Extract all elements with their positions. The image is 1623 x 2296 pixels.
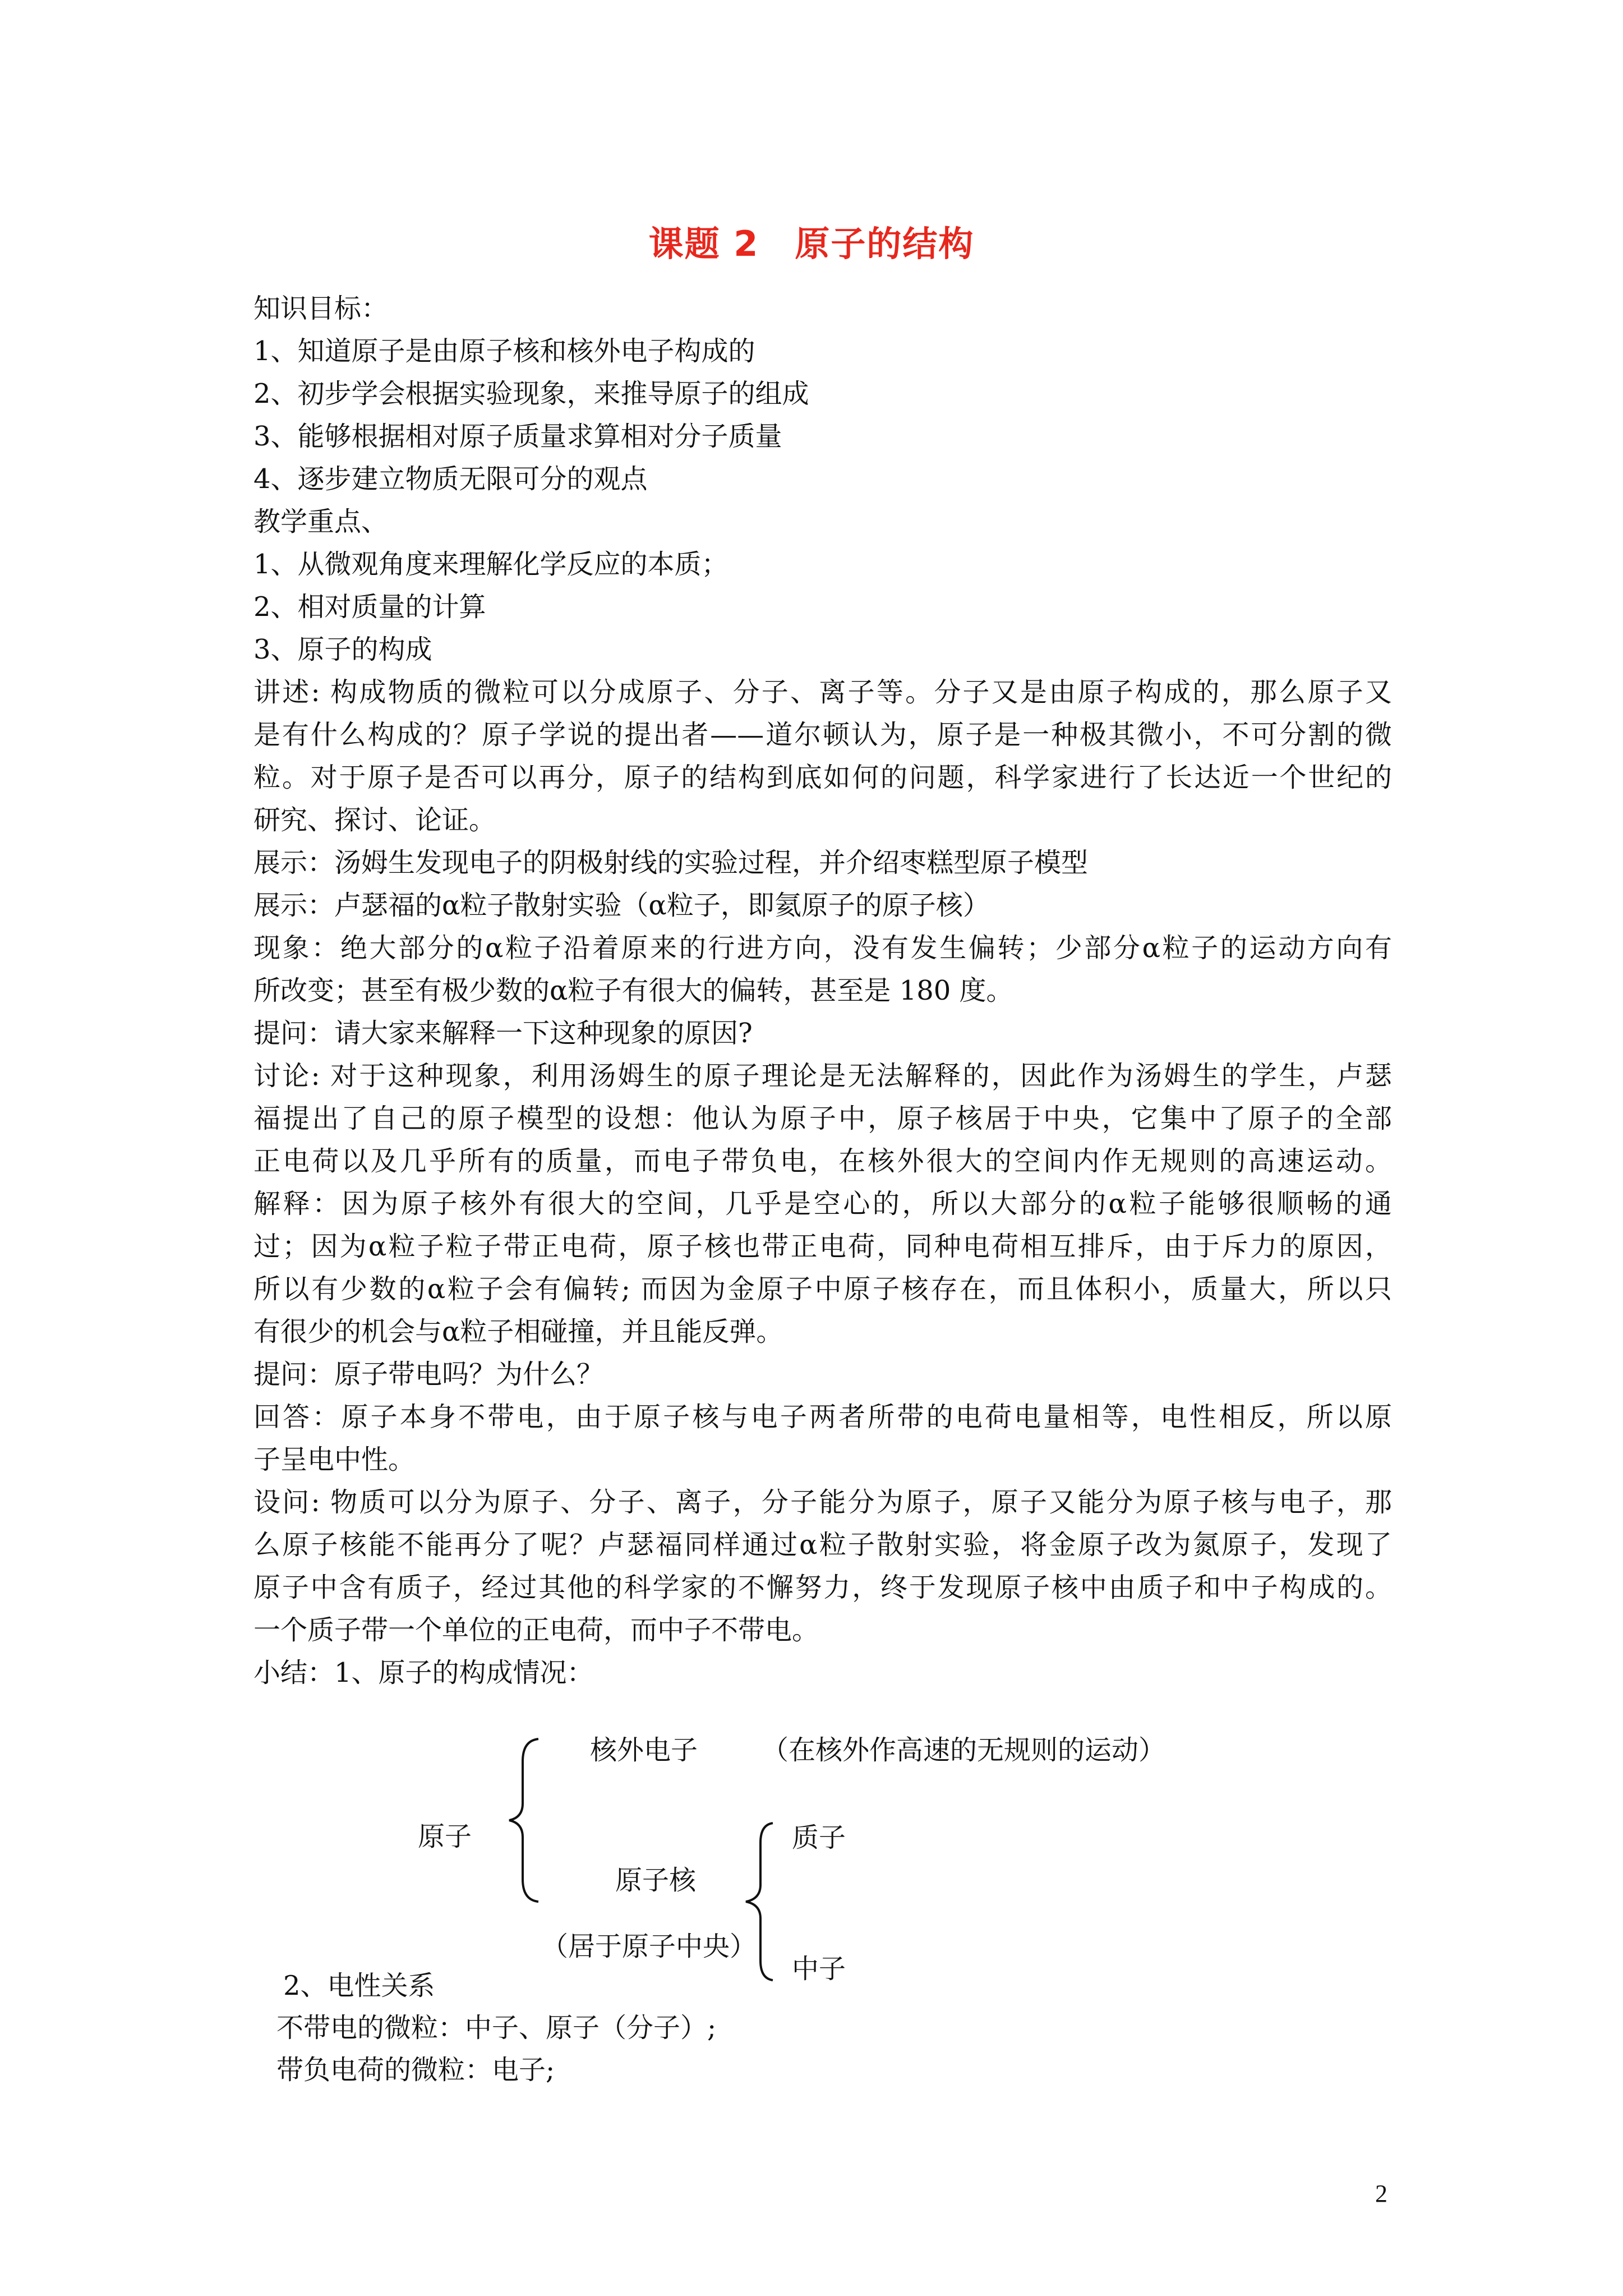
nucleus-brace bbox=[739, 1820, 784, 1983]
key-point-item: 1、从微观角度来理解化学反应的本质； bbox=[253, 549, 728, 580]
page-title: 课题 2 原子的结构 bbox=[648, 223, 975, 264]
diagram-electron-note: （在核外作高速的无规则的运动） bbox=[762, 1734, 1166, 1766]
body-line: 是有什么构成的？原子学说的提出者——道尔顿认为，原子是一种极其微小，不可分割的微 bbox=[253, 719, 1392, 751]
objective-item: 1、知道原子是由原子核和核外电子构成的 bbox=[253, 335, 755, 367]
body-line: 展示：汤姆生发现电子的阴极射线的实验过程，并介绍枣糕型原子模型 bbox=[253, 847, 1089, 878]
body-line: 福提出了自己的原子模型的设想：他认为原子中，原子核居于中央，它集中了原子的全部 bbox=[253, 1103, 1392, 1134]
atom-brace bbox=[505, 1736, 550, 1904]
body-line: 提问：原子带电吗？为什么？ bbox=[253, 1359, 604, 1390]
body-line: 原子中含有质子，经过其他的科学家的不懈努力，终于发现原子核中由质子和中子构成的。 bbox=[253, 1572, 1392, 1603]
body-line: 么原子核能不能再分了呢？卢瑟福同样通过α粒子散射实验，将金原子改为氮原子，发现了 bbox=[253, 1529, 1392, 1561]
body-line: 有很少的机会与α粒子相碰撞，并且能反弹。 bbox=[253, 1316, 783, 1347]
page-number: 2 bbox=[1375, 2180, 1387, 2207]
body-line: 提问：请大家来解释一下这种现象的原因? bbox=[253, 1018, 753, 1049]
objective-item: 4、逐步建立物质无限可分的观点 bbox=[253, 463, 648, 495]
key-points-heading: 教学重点、 bbox=[253, 506, 389, 537]
summary-heading: 小结：1、原子的构成情况： bbox=[253, 1657, 594, 1688]
body-line: 解释：因为原子核外有很大的空间，几乎是空心的，所以大部分的α粒子能够很顺畅的通 bbox=[253, 1188, 1392, 1220]
body-line: 研究、探讨、论证。 bbox=[253, 804, 496, 836]
diagram-nucleus-note: （居于原子中央） bbox=[541, 1931, 757, 1962]
diagram-electron-label: 核外电子 bbox=[590, 1734, 698, 1766]
key-point-item: 3、原子的构成 bbox=[253, 634, 432, 665]
charge-heading: 2、电性关系 bbox=[283, 1970, 435, 2001]
diagram-nucleus-label: 原子核 bbox=[615, 1865, 697, 1896]
body-line: 一个质子带一个单位的正电荷，而中子不带电。 bbox=[253, 1614, 819, 1646]
body-line: 回答：原子本身不带电，由于原子核与电子两者所带的电荷电量相等，电性相反，所以原 bbox=[253, 1401, 1392, 1433]
charge-neutral: 不带电的微粒：中子、原子（分子）; bbox=[276, 2012, 717, 2044]
body-line: 现象：绝大部分的α粒子沿着原来的行进方向，没有发生偏转；少部分α粒子的运动方向有 bbox=[253, 932, 1392, 964]
charge-negative: 带负电荷的微粒：电子; bbox=[276, 2054, 555, 2086]
diagram-atom-label: 原子 bbox=[418, 1821, 472, 1852]
body-line: 讨论: 对于这种现象，利用汤姆生的原子理论是无法解释的，因此作为汤姆生的学生，卢瑟 bbox=[253, 1060, 1392, 1092]
diagram-neutron-label: 中子 bbox=[792, 1953, 846, 1985]
objective-item: 3、能够根据相对原子质量求算相对分子质量 bbox=[253, 421, 782, 452]
body-line: 所改变；甚至有极少数的α粒子有很大的偏转，甚至是 180 度。 bbox=[253, 975, 1013, 1006]
body-line: 粒。对于原子是否可以再分，原子的结构到底如何的问题，科学家进行了长达近一个世纪的 bbox=[253, 762, 1392, 793]
objectives-heading: 知识目标： bbox=[253, 293, 389, 324]
diagram-proton-label: 质子 bbox=[792, 1822, 846, 1853]
key-point-item: 2、相对质量的计算 bbox=[253, 591, 486, 623]
body-line: 过；因为α粒子粒子带正电荷，原子核也带正电荷，同种电荷相互排斥，由于斥力的原因， bbox=[253, 1231, 1392, 1262]
body-line: 讲述: 构成物质的微粒可以分成原子、分子、离子等。分子又是由原子构成的，那么原子又 bbox=[253, 677, 1392, 708]
body-line: 子呈电中性。 bbox=[253, 1444, 416, 1475]
objective-item: 2、初步学会根据实验现象，来推导原子的组成 bbox=[253, 378, 809, 409]
body-line: 设问: 物质可以分为原子、分子、离子，分子能分为原子，原子又能分为原子核与电子，那 bbox=[253, 1487, 1392, 1518]
body-line: 展示：卢瑟福的α粒子散射实验（α粒子，即氦原子的原子核） bbox=[253, 890, 990, 921]
body-line: 所以有少数的α粒子会有偏转; 而因为金原子中原子核存在，而且体积小，质量大，所以只 bbox=[253, 1273, 1392, 1305]
body-line: 正电荷以及几乎所有的质量，而电子带负电，在核外很大的空间内作无规则的高速运动。 bbox=[253, 1145, 1392, 1177]
